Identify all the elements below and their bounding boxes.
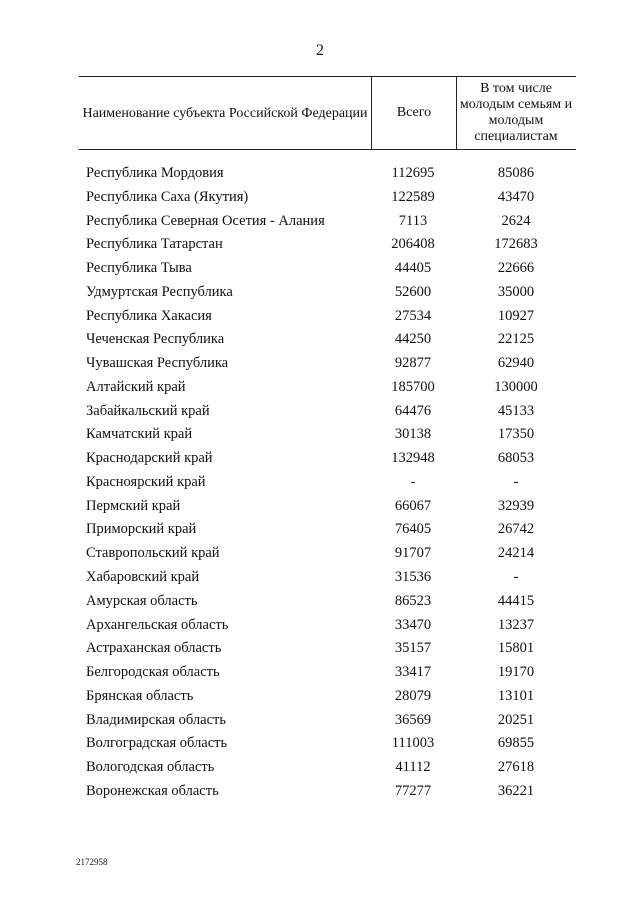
row-young-families: 172683: [494, 236, 538, 253]
row-young-families: 68053: [497, 450, 535, 467]
row-young-families: 26742: [497, 521, 535, 538]
table-row: [0, 210, 640, 234]
row-young-families: 43470: [497, 188, 535, 205]
row-total: 66067: [394, 497, 432, 514]
row-young-families: 17350: [497, 426, 535, 443]
table-row: [0, 352, 640, 376]
table-row: [0, 709, 640, 733]
row-young-families: -: [513, 569, 519, 586]
row-total: 44405: [394, 260, 432, 277]
row-young-families: 69855: [497, 735, 535, 752]
row-young-families: 85086: [497, 165, 535, 181]
row-subject-name: Чеченская Республика: [86, 331, 225, 348]
row-total: 52600: [394, 283, 432, 300]
row-subject-name: Республика Саха (Якутия): [86, 188, 249, 205]
table-row: [0, 400, 640, 424]
row-subject-name: Волгоградская область: [86, 735, 228, 752]
table-row: [0, 542, 640, 566]
row-subject-name: Красноярский край: [86, 473, 206, 490]
row-subject-name: Вологодская область: [86, 759, 215, 776]
row-subject-name: Республика Северная Осетия - Алания: [86, 212, 325, 229]
row-subject-name: Пермский край: [86, 497, 181, 514]
row-subject-name: Алтайский край: [86, 378, 186, 395]
row-total: 33470: [394, 616, 432, 633]
row-young-families: 44415: [497, 592, 535, 609]
row-total: 28079: [394, 687, 432, 704]
table-row: [0, 495, 640, 519]
row-young-families: 35000: [497, 283, 535, 300]
header-young-families: В том числе молодым семьям и молодым специалистам: [459, 81, 573, 144]
row-young-families: 32939: [497, 497, 535, 514]
table-row: [0, 756, 640, 780]
row-total: 7113: [398, 212, 428, 229]
row-total: 35157: [394, 640, 432, 657]
row-total: 185700: [391, 378, 435, 395]
row-young-families: 20251: [497, 711, 535, 728]
table-row: [0, 162, 640, 186]
row-subject-name: Ставропольский край: [86, 545, 220, 562]
table-row: [0, 423, 640, 447]
table-row: [0, 233, 640, 257]
row-young-families: 24214: [497, 545, 535, 562]
row-young-families: 36221: [497, 782, 535, 799]
row-total: 64476: [394, 402, 432, 419]
row-young-families: 10927: [497, 307, 535, 324]
row-subject-name: Амурская область: [86, 592, 198, 609]
row-subject-name: Забайкальский край: [86, 402, 210, 419]
table-row: [0, 257, 640, 281]
row-young-families: 2624: [501, 212, 531, 229]
row-total: 112695: [391, 165, 435, 181]
row-subject-name: Владимирская область: [86, 711, 226, 728]
table-row: [0, 518, 640, 542]
table-row: [0, 780, 640, 804]
row-subject-name: Республика Тыва: [86, 260, 192, 277]
table-row: [0, 447, 640, 471]
row-total: 27534: [394, 307, 432, 324]
table-row: [0, 661, 640, 685]
row-subject-name: Брянская область: [86, 687, 194, 704]
document-id: 2172958: [76, 857, 108, 867]
row-total: 44250: [394, 331, 432, 348]
table-row: [0, 566, 640, 590]
row-total: 132948: [391, 450, 435, 467]
row-subject-name: Республика Хакасия: [86, 307, 212, 324]
row-total: 77277: [394, 782, 432, 799]
row-total: 111003: [391, 735, 435, 752]
header-subject-name: Наименование субъекта Российской Федерации: [82, 105, 368, 121]
row-young-families: -: [513, 473, 519, 490]
row-subject-name: Белгородская область: [86, 664, 220, 681]
row-young-families: 62940: [497, 355, 535, 372]
row-total: 31536: [394, 569, 432, 586]
table-body: [0, 162, 640, 804]
row-young-families: 13101: [497, 687, 535, 704]
table-row: [0, 281, 640, 305]
row-total: 91707: [394, 545, 432, 562]
row-young-families: 45133: [497, 402, 535, 419]
row-total: 206408: [391, 236, 435, 253]
row-total: 41112: [395, 759, 431, 776]
row-subject-name: Чувашская Республика: [86, 355, 229, 372]
row-subject-name: Удмуртская Республика: [86, 283, 233, 300]
row-subject-name: Воронежская область: [86, 782, 219, 799]
row-subject-name: Хабаровский край: [86, 569, 200, 586]
row-subject-name: Приморский край: [86, 521, 197, 538]
table-row: [0, 590, 640, 614]
table-row: [0, 471, 640, 495]
table-row: [0, 328, 640, 352]
row-total: 122589: [391, 188, 435, 205]
row-young-families: 19170: [497, 664, 535, 681]
row-young-families: 22125: [497, 331, 535, 348]
row-total: 86523: [394, 592, 432, 609]
row-subject-name: Архангельская область: [86, 616, 229, 633]
row-total: 30138: [394, 426, 432, 443]
row-subject-name: Республика Мордовия: [86, 165, 224, 181]
table-row: [0, 186, 640, 210]
row-subject-name: Камчатский край: [86, 426, 193, 443]
page-number: 2: [316, 42, 324, 59]
table-row: [0, 637, 640, 661]
row-total: 92877: [394, 355, 432, 372]
table-row: [0, 614, 640, 638]
header-total: Всего: [371, 77, 457, 149]
row-young-families: 15801: [497, 640, 535, 657]
row-young-families: 13237: [497, 616, 535, 633]
row-young-families: 27618: [497, 759, 535, 776]
table-row: [0, 376, 640, 400]
row-young-families: 22666: [497, 260, 535, 277]
row-total: -: [410, 473, 416, 490]
row-total: 33417: [394, 664, 432, 681]
row-subject-name: Краснодарский край: [86, 450, 213, 467]
table-row: [0, 685, 640, 709]
table-header: [79, 76, 576, 150]
table-row: [0, 305, 640, 329]
row-subject-name: Республика Татарстан: [86, 236, 223, 253]
row-total: 76405: [394, 521, 432, 538]
table-row: [0, 732, 640, 756]
row-total: 36569: [394, 711, 432, 728]
row-young-families: 130000: [494, 378, 538, 395]
row-subject-name: Астраханская область: [86, 640, 222, 657]
